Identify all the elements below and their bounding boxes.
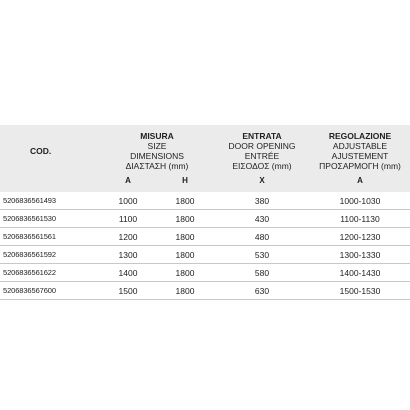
adjust-range-value: 1300-1330 (310, 246, 410, 264)
adjust-range-value: 1500-1530 (310, 282, 410, 300)
table-row (0, 246, 410, 264)
entry-header-line: DOOR OPENING (228, 140, 296, 151)
entry-header-line: ENTRÉE (244, 150, 280, 161)
height-value: 1800 (156, 228, 214, 246)
adjust-range-value: 1000-1030 (310, 192, 410, 210)
size-header-line: SIZE (147, 140, 167, 151)
height-value: 1800 (156, 264, 214, 282)
height-value: 1800 (156, 246, 214, 264)
height-value: 1800 (156, 192, 214, 210)
product-code: 5206836561622 (0, 264, 100, 282)
height-h-subheader: H (156, 176, 214, 192)
adjust-range-value: 1200-1230 (310, 228, 410, 246)
adjust-header-line: ΠΡΟΣΑΡΜΟΓΗ (mm) (319, 160, 401, 171)
product-code: 5206836561592 (0, 246, 100, 264)
table-row (0, 228, 410, 246)
table-row (0, 264, 410, 282)
width-value: 1400 (100, 264, 156, 282)
code-subheader (0, 176, 100, 192)
size-column-header (100, 125, 214, 176)
width-a-subheader: A (100, 176, 156, 192)
table-subheader-row (0, 176, 410, 192)
adjust-a-subheader: A (310, 176, 410, 192)
product-code: 5206836567600 (0, 282, 100, 300)
product-code: 5206836561530 (0, 210, 100, 228)
entry-column-header (214, 125, 310, 176)
opening-value: 430 (214, 210, 310, 228)
entry-header-title: ENTRATA (242, 130, 282, 141)
size-header-title: MISURA (140, 130, 174, 141)
width-value: 1300 (100, 246, 156, 264)
width-value: 1200 (100, 228, 156, 246)
width-value: 1500 (100, 282, 156, 300)
opening-value: 530 (214, 246, 310, 264)
height-value: 1800 (156, 282, 214, 300)
adjust-range-value: 1100-1130 (310, 210, 410, 228)
opening-value: 380 (214, 192, 310, 210)
opening-value: 480 (214, 228, 310, 246)
table-header-row (0, 125, 410, 176)
size-header-line: ΔΙΑΣΤΑΣΗ (mm) (125, 160, 189, 171)
opening-value: 580 (214, 264, 310, 282)
adjust-header-title: REGOLAZIONE (328, 130, 392, 141)
product-code: 5206836561561 (0, 228, 100, 246)
code-column-header: COD. (0, 125, 100, 176)
entry-header-line: ΕΙΣΟΔΟΣ (mm) (232, 160, 292, 171)
width-value: 1000 (100, 192, 156, 210)
table-row (0, 192, 410, 210)
table-row (0, 210, 410, 228)
product-code: 5206836561493 (0, 192, 100, 210)
opening-value: 630 (214, 282, 310, 300)
adjust-header-line: ADJUSTABLE (332, 140, 388, 151)
height-value: 1800 (156, 210, 214, 228)
adjust-range-value: 1400-1430 (310, 264, 410, 282)
adjust-column-header (310, 125, 410, 176)
table-row (0, 282, 410, 300)
adjust-header-line: AJUSTEMENT (331, 150, 389, 161)
opening-x-subheader: X (214, 176, 310, 192)
size-header-line: DIMENSIONS (130, 150, 184, 161)
size-spec-table (0, 125, 410, 300)
width-value: 1100 (100, 210, 156, 228)
